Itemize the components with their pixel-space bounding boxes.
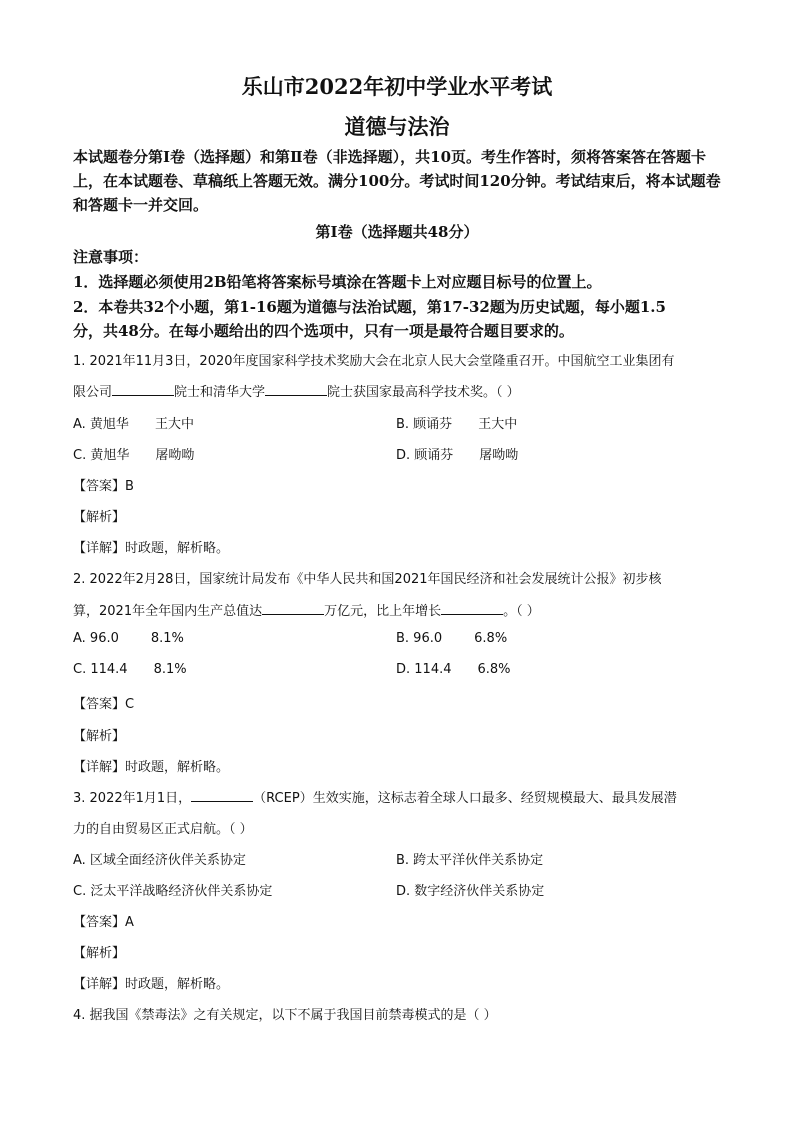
q1-option-c-text-2: 屠呦呦 (155, 448, 195, 463)
q2-blank-1 (262, 602, 324, 615)
q3-detail (73, 973, 229, 992)
q1-option-a-text: A. 黄旭华 (73, 417, 129, 432)
q1-option-b-text-2: 王大中 (478, 417, 518, 432)
section-title: 第Ⅰ卷（选择题共48分） (315, 223, 479, 241)
q2-answer-value: C (125, 697, 135, 712)
q3-detail-label: 【详解】 (73, 977, 126, 992)
q1-detail-label: 【详解】 (73, 541, 126, 556)
q1-analysis-label: 【解析】 (73, 510, 126, 525)
q3-answer (73, 911, 134, 930)
q3-stem-part-b: （RCEP）生效实施，这标志着全球人口最多、经贸规模最大、最具发展潜 (253, 791, 677, 806)
q2-stem-part-a: 算，2021年全年国内生产总值达 (73, 604, 263, 619)
q2-option-c (73, 662, 187, 677)
q2-stem-part-b: 万亿元，比上年增长 (324, 604, 442, 619)
q1-option-d-text: D. 顾诵芬 (396, 448, 454, 463)
q1-detail-text: 时政题，解析略。 (125, 541, 230, 556)
q2-stem-line-2 (73, 600, 540, 619)
q1-detail (73, 537, 229, 556)
q3-detail-text: 时政题，解析略。 (125, 977, 230, 992)
q1-option-a (73, 413, 194, 432)
q2-blank-2 (441, 602, 503, 615)
q1-stem-part-b: 院士和清华大学 (174, 385, 266, 400)
q3-answer-label: 【答案】 (73, 915, 126, 930)
q2-detail-label: 【详解】 (73, 760, 126, 775)
notes-heading: 注意事项： (73, 248, 149, 266)
q2-stem-line-1: 2. 2022年2月28日，国家统计局发布《中华人民共和国2021年国民经济和社会发展统计公报》初步核 (73, 572, 662, 587)
q3-stem-line-1 (73, 787, 677, 806)
exam-intro: 本试题卷分第Ⅰ卷（选择题）和第Ⅱ卷（非选择题），共10页。考生作答时，须将答案答在答题卡上，在本试题卷、草稿纸上答题无效。满分100分。考试时间120分钟。考试结束后，将本试题卷和答题卡一并交回。 (73, 148, 721, 214)
q1-answer-value: B (125, 479, 134, 494)
q2-option-c-text: C. 114.4 (73, 662, 128, 677)
q2-detail-text: 时政题，解析略。 (125, 760, 230, 775)
q4-stem-line-1: 4. 据我国《禁毒法》之有关规定，以下不属于我国目前禁毒模式的是（ ） (73, 1008, 497, 1023)
q1-option-c-text: C. 黄旭华 (73, 448, 130, 463)
q2-detail (73, 756, 229, 775)
q2-answer (73, 693, 134, 712)
q1-option-a-text-2: 王大中 (154, 417, 194, 432)
q3-answer-value: A (125, 915, 134, 930)
q2-analysis-label: 【解析】 (73, 729, 126, 744)
q1-blank-1 (112, 383, 174, 396)
q2-option-d-text-2: 6.8% (477, 662, 511, 677)
q1-answer-label: 【答案】 (73, 479, 126, 494)
q3-stem-line-2: 力的自由贸易区正式启航。（ ） (73, 822, 253, 837)
q2-option-c-text-2: 8.1% (153, 662, 187, 677)
q3-option-a: A. 区域全面经济伙伴关系协定 (73, 853, 246, 868)
q2-option-a (73, 631, 184, 646)
q3-option-c: C. 泛太平洋战略经济伙伴关系协定 (73, 884, 273, 899)
q1-option-c (73, 444, 194, 463)
note-1: 1．选择题必须使用2B铅笔将答案标号填涂在答题卡上对应题目标号的位置上。 (73, 273, 602, 291)
q3-option-d: D. 数字经济伙伴关系协定 (396, 884, 545, 899)
q2-option-d-text: D. 114.4 (396, 662, 452, 677)
q1-stem-line-2 (73, 381, 520, 400)
q1-blank-2 (265, 383, 327, 396)
q3-analysis-label: 【解析】 (73, 946, 126, 961)
q1-option-d-text-2: 屠呦呦 (479, 448, 519, 463)
q1-option-b-text: B. 顾诵芬 (396, 417, 453, 432)
q2-option-b (396, 631, 507, 646)
q1-stem-part-a: 限公司 (73, 385, 113, 400)
note-2-line-2: 分，共48分。在每小题给出的四个选项中，只有一项是最符合题目要求的。 (73, 322, 574, 340)
q3-stem-part-a: 3. 2022年1月1日， (73, 791, 192, 806)
q1-stem-part-c: 院士获国家最高科学技术奖。（ ） (327, 385, 520, 400)
subject-title: 道德与法治 (344, 114, 450, 139)
q1-stem-line-1: 1. 2021年11月3日，2020年度国家科学技术奖励大会在北京人民大会堂隆重召开。中国航空工业集团有 (73, 354, 675, 369)
q2-option-b-text-2: 6.8% (474, 631, 508, 646)
q2-option-a-text: A. 96.0 (73, 631, 119, 646)
note-2-line-1: 2．本卷共32个小题，第1-16题为道德与法治试题，第17-32题为历史试题，每小题1.5 (73, 298, 666, 316)
q1-option-d (396, 444, 518, 463)
q1-option-b (396, 413, 517, 432)
exam-title: 乐山市2022年初中学业水平考试 (241, 74, 553, 99)
q2-option-a-text-2: 8.1% (150, 631, 184, 646)
q2-answer-label: 【答案】 (73, 697, 126, 712)
q3-option-b: B. 跨太平洋伙伴关系协定 (396, 853, 544, 868)
q2-option-b-text: B. 96.0 (396, 631, 443, 646)
q2-option-d (396, 662, 511, 677)
q2-stem-part-c: 。（ ） (503, 604, 540, 619)
q1-answer (73, 475, 134, 494)
q3-blank-1 (191, 789, 253, 802)
